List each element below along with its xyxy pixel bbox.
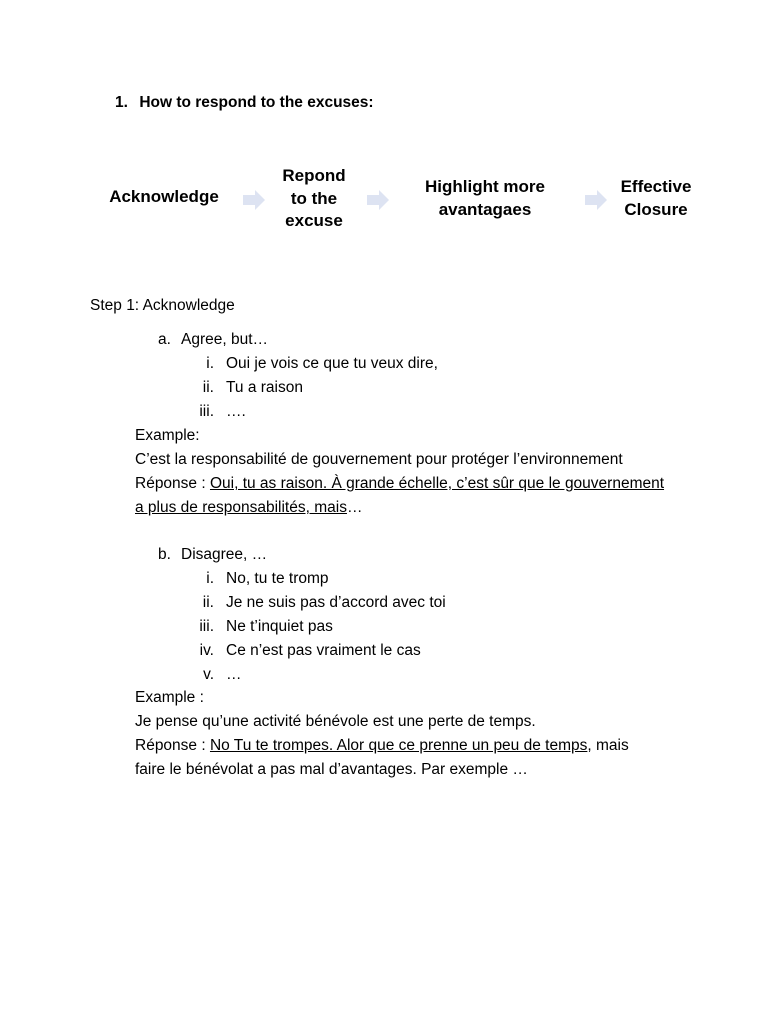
list-item: Oui je vois ce que tu veux dire,: [226, 355, 438, 372]
response-underlined: Oui, tu as raison. À grande échelle, c’est sûr que le gouvernement: [209, 475, 665, 492]
response-line: [135, 472, 664, 496]
roman-marker: ii.: [202, 594, 214, 611]
response-suffix: …: [346, 499, 363, 516]
roman-marker: ii.: [202, 379, 214, 396]
flow-step-acknowledge: Acknowledge: [109, 187, 219, 206]
flow-step-respond: Repond to the excuse: [282, 166, 346, 230]
list-item: Ne t’inquiet pas: [226, 618, 333, 635]
list-marker-a: a.: [158, 331, 171, 348]
section-b-label: Disagree, …: [181, 546, 268, 563]
section-a-label: Agree, but…: [181, 331, 269, 348]
response-line: [135, 496, 362, 520]
flow-step-closure: Effective Closure: [620, 177, 692, 219]
roman-marker: iii.: [199, 403, 214, 420]
list-item: Ce n’est pas vraiment le cas: [226, 642, 421, 659]
list-item: ….: [226, 403, 246, 420]
heading-text: How to respond to the excuses:: [139, 94, 374, 111]
response-underlined: No Tu te trompes. Alor que ce prenne un peu de temps: [209, 737, 588, 754]
list-item: …: [226, 666, 242, 683]
list-item: Tu a raison: [226, 379, 303, 396]
flow-arrow-icon: [585, 190, 607, 210]
example-label: Example :: [135, 689, 204, 706]
list-marker-b: b.: [158, 546, 171, 563]
response-line: faire le bénévolat a pas mal d’avantages. Par exemple …: [135, 761, 528, 778]
roman-marker: i.: [206, 355, 214, 372]
example-text: C’est la responsabilité de gouvernement pour protéger l’environnement: [135, 451, 623, 468]
response-suffix: , mais: [587, 737, 629, 754]
response-line: [135, 734, 629, 758]
list-item: Je ne suis pas d’accord avec toi: [226, 594, 446, 611]
response-prefix: Réponse :: [135, 737, 210, 754]
example-label: Example:: [135, 427, 200, 444]
flow-arrow-icon: [367, 190, 389, 210]
response-underlined: a plus de responsabilités, mais: [135, 499, 347, 516]
heading-number: 1.: [115, 94, 128, 111]
list-item: No, tu te tromp: [226, 570, 329, 587]
flow-arrow-icon: [243, 190, 265, 210]
roman-marker: iv.: [199, 642, 214, 659]
section-heading: [115, 94, 374, 112]
flow-step-highlight: Highlight more avantagaes: [425, 177, 545, 219]
example-text: Je pense qu’une activité bénévole est une perte de temps.: [135, 713, 536, 730]
roman-marker: iii.: [199, 618, 214, 635]
roman-marker: i.: [206, 570, 214, 587]
roman-marker: v.: [203, 666, 214, 683]
step-title: Step 1: Acknowledge: [90, 297, 235, 314]
response-prefix: Réponse :: [135, 475, 210, 492]
